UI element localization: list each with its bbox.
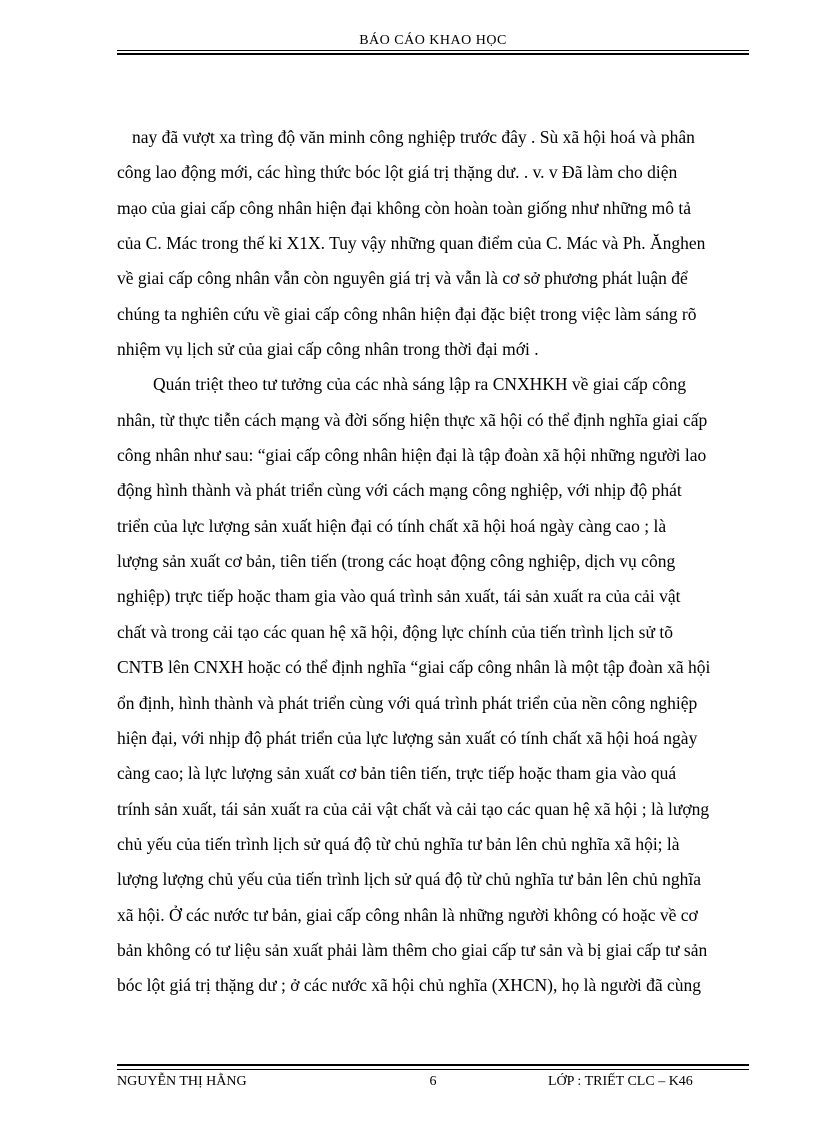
body-line: chúng ta nghiên cứu về giai cấp công nhân hiện đại đặc biệt trong việc làm sáng rõ — [117, 303, 697, 324]
header-divider-thin — [117, 50, 749, 51]
body-line: nay đã vượt xa trìng độ văn minh công nghiệp trước đây . Sù xã hội hoá và phân — [132, 127, 695, 147]
body-line: nghiệp) trực tiếp hoặc tham gia vào quá trình sản xuất, tái sản xuất ra của cải vật — [117, 586, 681, 607]
page-number: 6 — [429, 1074, 437, 1089]
body-line: nhiệm vụ lịch sử của giai cấp công nhân trong thời đại mới . — [117, 339, 539, 360]
body-line: của C. Mác trong thế kỉ X1X. Tuy vậy những quan điểm của C. Mác và Ph. Ănghen — [117, 233, 706, 254]
footer-class-label: LỚP : TRIẾT CLC – K46 — [548, 1074, 693, 1089]
body-line: bóc lột giá trị thặng dư ; ở các nước xã hội chủ nghĩa (XHCN), họ là người đã cùng — [117, 975, 701, 996]
body-line: càng cao; là lực lượng sản xuất cơ bản tiên tiến, trực tiếp hoặc tham gia vào quá — [117, 763, 677, 784]
body-line: động hình thành và phát triển cùng với cách mạng công nghiệp, với nhịp độ phát — [117, 480, 682, 501]
body-line: ổn định, hình thành và phát triển cùng với quá trình phát triển của nền công nghiệp — [117, 692, 698, 713]
body-line: trính sản xuất, tái sản xuất ra của cải vật chất và cải tạo các quan hệ xã hội ; là lượng — [117, 798, 710, 819]
footer-author: NGUYỄN THỊ HẰNG — [117, 1074, 247, 1089]
document-body — [117, 120, 757, 1004]
footer-divider-thick — [117, 1064, 749, 1066]
body-line: lượng sản xuất cơ bản, tiên tiến (trong các hoạt động công nghiệp, dịch vụ công — [117, 551, 676, 572]
body-line: nhân, từ thực tiễn cách mạng và đời sống hiện thực xã hội có thể định nghĩa giai cấp — [117, 409, 708, 430]
body-line: lượng lượng chủ yếu của tiến trình lịch sử quá độ từ chủ nghĩa tư bản lên chủ nghĩa — [117, 869, 702, 890]
body-line: công lao động mới, các hìng thức bóc lột giá trị thặng dư. . v. v Đã làm cho diện — [117, 162, 678, 183]
body-line: chủ yếu của tiến trình lịch sử quá độ từ chủ nghĩa tư bản lên chủ nghĩa xã hội; là — [117, 833, 680, 854]
body-line: chất và trong cải tạo các quan hệ xã hội, động lực chính của tiến trình lịch sử tõ — [117, 621, 673, 642]
body-line: công nhân như sau: “giai cấp công nhân hiện đại là tập đoàn xã hội những người lao — [117, 445, 707, 466]
body-line: về giai cấp công nhân vẫn còn nguyên giá trị và vẫn là cơ sở phương phát luận để — [117, 268, 688, 289]
footer-divider-thin — [117, 1069, 749, 1070]
body-line: Quán triệt theo tư tưởng của các nhà sáng lập ra CNXHKH về giai cấp công — [153, 374, 687, 395]
body-line: mạo của giai cấp công nhân hiện đại không còn hoàn toàn giống như những mô tả — [117, 197, 691, 218]
body-line: triển của lực lượng sản xuất hiện đại có tính chất xã hội hoá ngày càng cao ; là — [117, 515, 667, 536]
page-header-title: BÁO CÁO KHAO HỌC — [359, 33, 507, 48]
body-line: bản không có tư liệu sản xuất phải làm thêm cho giai cấp tư sản và bị giai cấp tư sản — [117, 939, 708, 960]
body-line: xã hội. Ở các nước tư bản, giai cấp công nhân là những người không có hoặc về cơ — [117, 904, 698, 925]
body-line: hiện đại, với nhịp độ phát triển của lực lượng sản xuất có tính chất xã hội hoá ngày — [117, 727, 698, 748]
body-line: CNTB lên CNXH hoặc có thể định nghĩa “giai cấp công nhân là một tập đoàn xã hội — [117, 657, 711, 678]
header-divider-thick — [117, 53, 749, 55]
